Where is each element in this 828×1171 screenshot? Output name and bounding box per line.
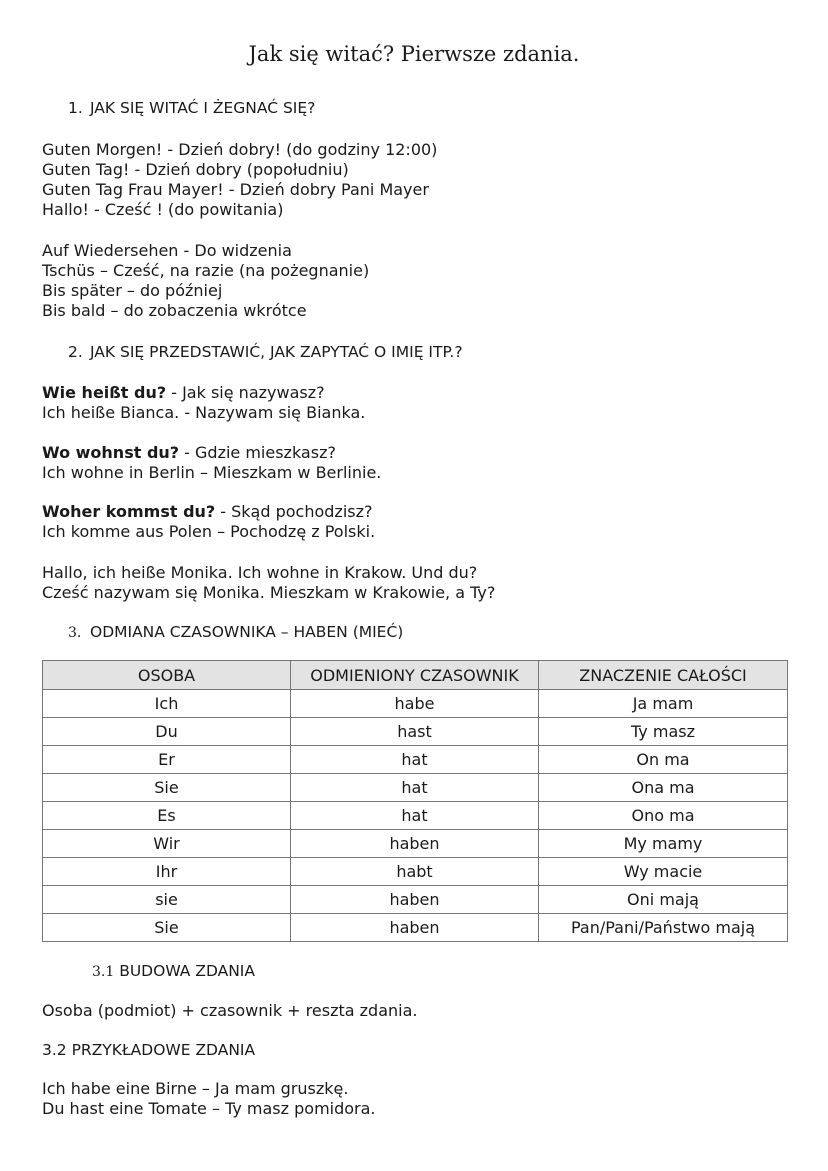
table-row [43,802,788,830]
meaning-cell: Pan/Pani/Państwo mają [539,914,788,942]
meaning-cell: Ona ma [539,774,788,802]
example-sentence: Du hast eine Tomate – Ty masz pomidora. [42,1099,376,1118]
table-row [43,914,788,942]
greeting-line: Guten Tag! - Dzień dobry (popołudniu) [42,160,349,179]
table-row [43,718,788,746]
verb-cell: haben [291,830,539,858]
section-3-title: ODMIANA CZASOWNIKA – HABEN (MIEĆ) [90,623,404,641]
verb-cell: haben [291,886,539,914]
person-cell: Es [43,802,291,830]
section-2-heading [68,343,463,361]
dialog-translation: - Skąd pochodzisz? [215,502,373,521]
greeting-line: Guten Tag Frau Mayer! - Dzień dobry Pani Mayer [42,180,429,199]
section-2-number: 2. [68,343,83,361]
section-3-1-heading [92,962,255,980]
table-row [43,746,788,774]
meaning-cell: Ono ma [539,802,788,830]
section-3-1-number: 3.1 [92,964,115,980]
table-row [43,690,788,718]
farewell-line: Auf Wiedersehen - Do widzenia [42,241,292,260]
sentence-structure [42,1001,417,1021]
person-cell: sie [43,886,291,914]
conjugation-table [42,660,788,942]
farewell-line: Tschüs – Cześć, na razie (na pożegnanie) [42,261,370,280]
verb-cell: hast [291,718,539,746]
dialog-1 [42,383,365,423]
dialog-question: Woher kommst du? [42,502,216,521]
dialog-answer: Ich heiße Bianca. - Nazywam się Bianka. [42,403,366,422]
greetings-list [42,140,437,220]
dialog-3 [42,502,375,542]
dialog-2 [42,443,381,483]
person-cell: Du [43,718,291,746]
meaning-cell: Ja mam [539,690,788,718]
verb-cell: hat [291,746,539,774]
person-cell: Ihr [43,858,291,886]
section-3-2-heading: 3.2 PRZYKŁADOWE ZDANIA [42,1041,256,1059]
section-3-number: 3. [68,625,82,641]
dialog-answer: Ich komme aus Polen – Pochodzę z Polski. [42,522,376,541]
section-2-title: JAK SIĘ PRZEDSTAWIĆ, JAK ZAPYTAĆ O IMIĘ ITP.? [90,343,463,361]
section-3-heading [68,623,403,641]
verb-cell: hat [291,774,539,802]
verb-cell: haben [291,914,539,942]
meaning-cell: Ty masz [539,718,788,746]
section-3-1-title: BUDOWA ZDANIA [119,962,255,980]
greeting-line: Guten Morgen! - Dzień dobry! (do godziny 12:00) [42,140,438,159]
example-sentence: Ich habe eine Birne – Ja mam gruszkę. [42,1079,349,1098]
table-row [43,886,788,914]
table-header-row [43,661,788,690]
page-title: Jak się witać? Pierwsze zdania. [248,42,580,66]
meaning-cell: My mamy [539,830,788,858]
column-header: ODMIENIONY CZASOWNIK [291,661,539,690]
example-sentences [42,1079,376,1119]
verb-cell: habt [291,858,539,886]
farewell-line: Bis bald – do zobaczenia wkrótce [42,301,307,320]
meaning-cell: On ma [539,746,788,774]
person-cell: Ich [43,690,291,718]
example-line: Cześć nazywam się Monika. Mieszkam w Krakowie, a Ty? [42,583,496,602]
column-header: ZNACZENIE CAŁOŚCI [539,661,788,690]
verb-cell: habe [291,690,539,718]
farewell-line: Bis später – do później [42,281,223,300]
person-cell: Sie [43,914,291,942]
example-line: Hallo, ich heiße Monika. Ich wohne in Krakow. Und du? [42,563,478,582]
column-header: OSOBA [43,661,291,690]
dialog-question: Wie heißt du? [42,383,167,402]
table-row [43,774,788,802]
dialog-question: Wo wohnst du? [42,443,180,462]
table-row [43,830,788,858]
table-row [43,858,788,886]
dialog-translation: - Gdzie mieszkasz? [179,443,336,462]
person-cell: Er [43,746,291,774]
farewells-list [42,241,369,321]
dialog-translation: - Jak się nazywasz? [166,383,325,402]
person-cell: Sie [43,774,291,802]
example-dialog [42,563,495,603]
section-1-number: 1. [68,99,83,117]
meaning-cell: Oni mają [539,886,788,914]
person-cell: Wir [43,830,291,858]
greeting-line: Hallo! - Cześć ! (do powitania) [42,200,284,219]
meaning-cell: Wy macie [539,858,788,886]
structure-text: Osoba (podmiot) + czasownik + reszta zdania. [42,1001,418,1020]
dialog-answer: Ich wohne in Berlin – Mieszkam w Berlinie. [42,463,382,482]
section-1-heading [68,99,315,117]
verb-cell: hat [291,802,539,830]
section-1-title: JAK SIĘ WITAĆ I ŻEGNAĆ SIĘ? [90,99,316,117]
